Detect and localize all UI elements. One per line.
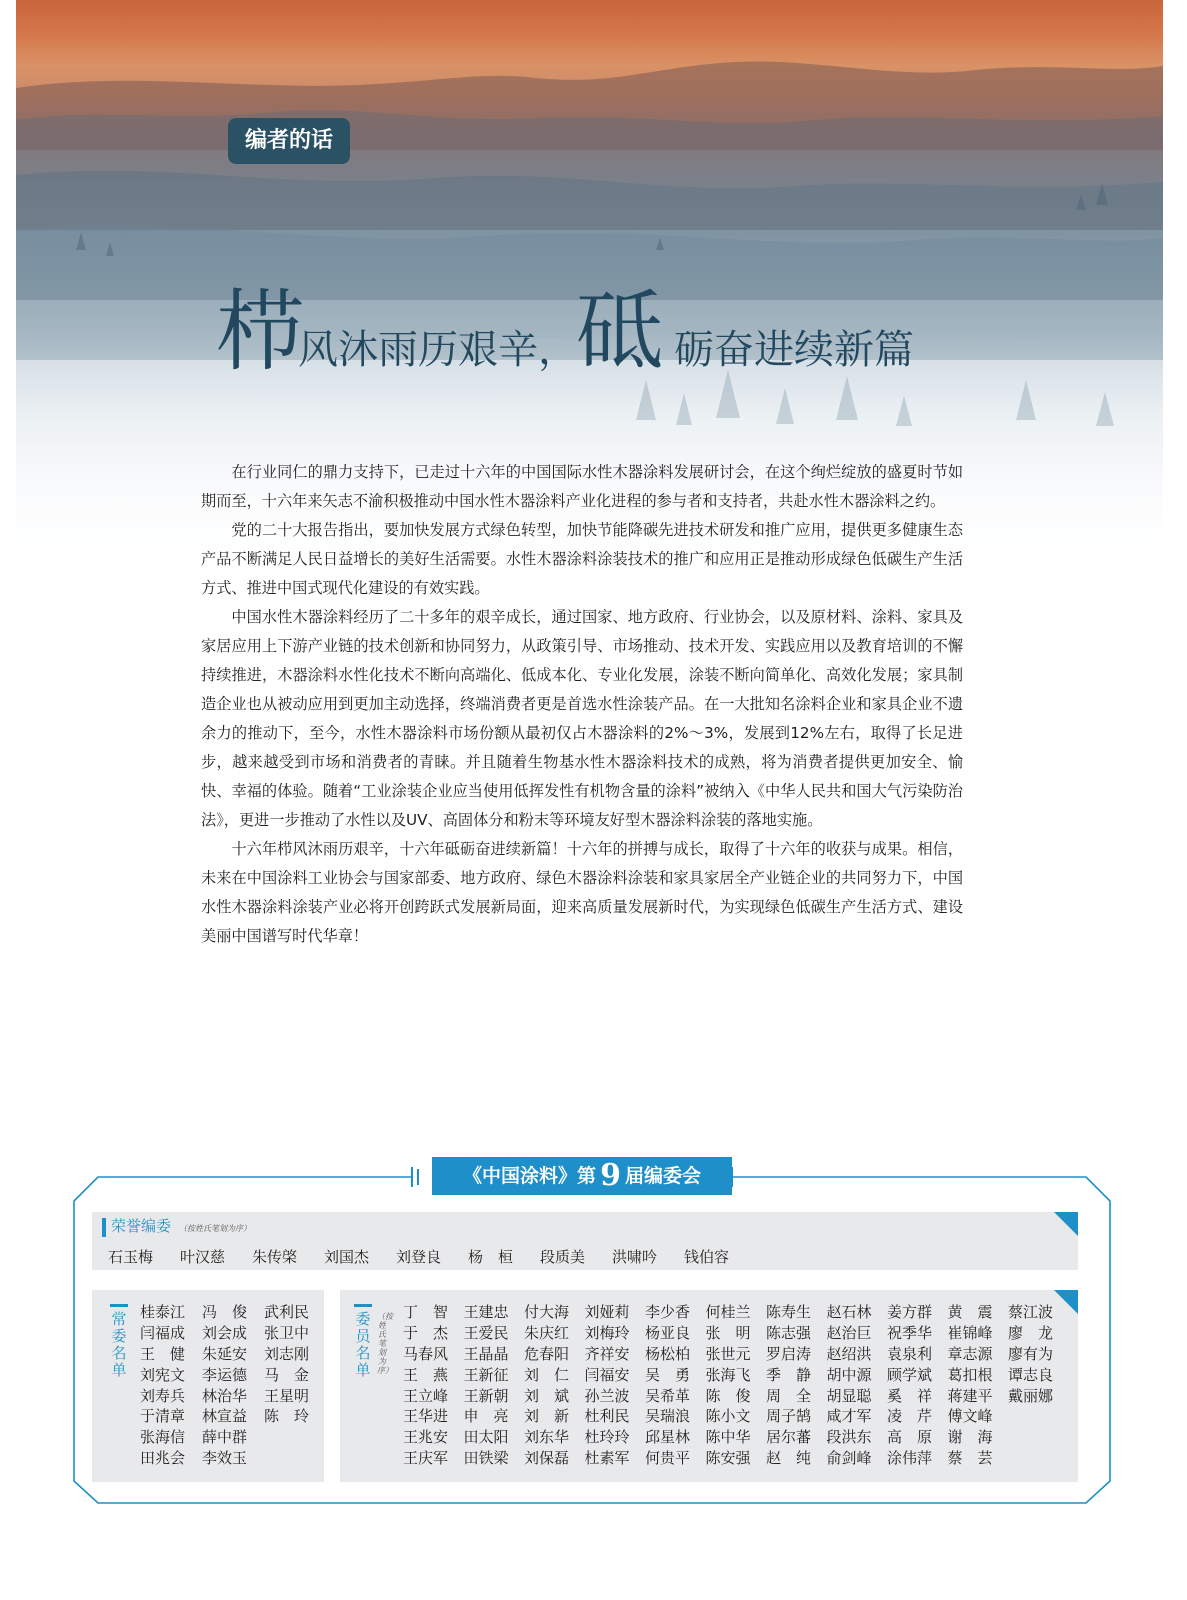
standing-committee-label: 常委名单 bbox=[110, 1304, 128, 1379]
member-name: 王 健 bbox=[140, 1344, 186, 1363]
member-name: 林治华 bbox=[202, 1386, 248, 1405]
member-name: 李少香 bbox=[645, 1303, 691, 1321]
member-name: 王爱民 bbox=[463, 1323, 509, 1342]
member-name: 齐祥安 bbox=[584, 1344, 630, 1363]
member-name: 袁泉利 bbox=[887, 1344, 933, 1363]
member-name: 王晶晶 bbox=[463, 1344, 509, 1363]
member-name: 吴 勇 bbox=[645, 1365, 691, 1384]
member-name: 刘登良 bbox=[396, 1248, 442, 1266]
member-name: 谢 海 bbox=[947, 1428, 993, 1447]
page-title bbox=[216, 282, 976, 402]
member-name: 刘寿兵 bbox=[140, 1386, 186, 1405]
member-name: 闫福安 bbox=[584, 1365, 630, 1384]
member-name: 蔡江波 bbox=[1008, 1303, 1054, 1321]
member-name: 申 亮 bbox=[463, 1407, 509, 1426]
member-name: 田铁梁 bbox=[463, 1449, 509, 1468]
member-name: 李运德 bbox=[202, 1365, 248, 1384]
honorary-editors-panel bbox=[92, 1212, 1078, 1270]
member-name: 张世元 bbox=[705, 1344, 751, 1363]
member-name: 陈志强 bbox=[766, 1323, 812, 1342]
honorary-names-list bbox=[108, 1246, 756, 1267]
member-name: 罗启涛 bbox=[766, 1344, 812, 1363]
member-name: 朱传棨 bbox=[252, 1248, 298, 1266]
member-name: 杨松柏 bbox=[645, 1344, 691, 1363]
member-name: 武利民 bbox=[264, 1303, 310, 1321]
member-name: 朱延安 bbox=[202, 1344, 248, 1363]
member-name: 王 燕 bbox=[403, 1365, 449, 1384]
member-name: 刘 仁 bbox=[524, 1365, 570, 1384]
member-name: 田太阳 bbox=[463, 1428, 509, 1447]
member-name: 周子鹄 bbox=[766, 1407, 812, 1426]
member-name: 杜素军 bbox=[584, 1449, 630, 1468]
member-name: 于清章 bbox=[140, 1407, 186, 1426]
member-name: 黄 震 bbox=[947, 1303, 993, 1321]
member-name: 傅文峰 bbox=[947, 1407, 993, 1426]
member-name: 胡显聪 bbox=[826, 1386, 872, 1405]
member-name: 杜利民 bbox=[584, 1407, 630, 1426]
member-name: 胡中源 bbox=[826, 1365, 872, 1384]
title-big-char-1: 栉 bbox=[216, 280, 305, 383]
member-name: 王星明 bbox=[264, 1386, 310, 1405]
member-name: 葛扣根 bbox=[947, 1365, 993, 1384]
member-name: 钱伯容 bbox=[684, 1248, 730, 1266]
member-name: 咸才军 bbox=[826, 1407, 872, 1426]
member-name: 石玉梅 bbox=[108, 1248, 154, 1266]
member-name: 周 全 bbox=[766, 1386, 812, 1405]
member-name: 奚 祥 bbox=[887, 1386, 933, 1405]
member-name: 赵治巨 bbox=[826, 1323, 872, 1342]
member-name: 刘 斌 bbox=[524, 1386, 570, 1405]
member-name: 丁 智 bbox=[403, 1303, 449, 1321]
paragraph: 十六年栉风沐雨历艰辛，十六年砥砺奋进续新篇！十六年的拼搏与成长，取得了十六年的收获与成果。相信，未来在中国涂料工业协会与国家部委、地方政府、绿色木器涂料涂装和家具家居全产业链企业的共同努力下，中国水性木器涂料涂装产业必将开创跨跃式发展新局面，迎来高质量发展新时代，为实现绿色低碳生产生活方式、建设美丽中国谱写时代华章！ bbox=[201, 840, 963, 945]
member-name: 于 杰 bbox=[403, 1323, 449, 1342]
member-name: 刘会成 bbox=[202, 1323, 248, 1342]
members-label: 委员名单 bbox=[354, 1304, 372, 1379]
member-name: 赵绍洪 bbox=[826, 1344, 872, 1363]
member-name: 张海信 bbox=[140, 1428, 186, 1447]
member-name: 杜玲玲 bbox=[584, 1428, 630, 1447]
member-name: 何桂兰 bbox=[705, 1303, 751, 1321]
member-name: 刘东华 bbox=[524, 1428, 570, 1447]
member-name: 廖有为 bbox=[1008, 1344, 1054, 1363]
member-name: 涂伟萍 bbox=[887, 1449, 933, 1468]
member-name: 付大海 bbox=[524, 1303, 570, 1321]
member-name: 蔡 芸 bbox=[947, 1449, 993, 1468]
member-name: 王新征 bbox=[463, 1365, 509, 1384]
member-name: 章志源 bbox=[947, 1344, 993, 1363]
paragraph: 党的二十大报告指出，要加快发展方式绿色转型，加快节能降碳先进技术研发和推广应用，提供更多健康生态产品不断满足人民日益增长的美好生活需要。水性木器涂料涂装技术的推广和应用正是推动形成绿色低碳生产生活方式、推进中国式现代化建设的有效实践。 bbox=[201, 521, 963, 597]
member-name: 陈 俊 bbox=[705, 1386, 751, 1405]
member-name: 王庆军 bbox=[403, 1449, 449, 1468]
member-name: 马春风 bbox=[403, 1344, 449, 1363]
standing-names-grid bbox=[140, 1302, 326, 1469]
honorary-editors-label bbox=[102, 1218, 251, 1237]
member-name: 马 金 bbox=[264, 1365, 310, 1384]
member-name: 戴丽娜 bbox=[1008, 1386, 1054, 1405]
member-name: 林宣益 bbox=[202, 1407, 248, 1426]
member-name: 洪啸吟 bbox=[612, 1248, 658, 1266]
member-name: 陈小文 bbox=[705, 1407, 751, 1426]
member-name: 杨亚良 bbox=[645, 1323, 691, 1342]
member-name: 桂泰江 bbox=[140, 1303, 186, 1321]
member-name: 刘保磊 bbox=[524, 1449, 570, 1468]
member-name: 段质美 bbox=[540, 1248, 586, 1266]
member-name: 朱庆红 bbox=[524, 1323, 570, 1342]
member-name: 陈中华 bbox=[705, 1428, 751, 1447]
member-name: 赵 纯 bbox=[766, 1449, 812, 1468]
member-name: 何贵平 bbox=[645, 1449, 691, 1468]
member-name: 刘宪文 bbox=[140, 1365, 186, 1384]
member-name: 谭志良 bbox=[1008, 1365, 1054, 1384]
sort-note: （按姓氏笔划为序） bbox=[179, 1224, 252, 1233]
member-name: 杨 桓 bbox=[468, 1248, 514, 1266]
board-title-prefix: 《中国涂料》第 bbox=[463, 1165, 597, 1187]
member-name: 陈寿生 bbox=[766, 1303, 812, 1321]
member-name: 赵石林 bbox=[826, 1303, 872, 1321]
section-tag: 编者的话 bbox=[228, 118, 350, 164]
member-name: 王华进 bbox=[403, 1407, 449, 1426]
member-name: 吴希革 bbox=[645, 1386, 691, 1405]
corner-marker bbox=[1054, 1212, 1078, 1236]
member-name: 田兆会 bbox=[140, 1449, 186, 1468]
member-name: 段洪东 bbox=[826, 1428, 872, 1447]
member-name: 邱星林 bbox=[645, 1428, 691, 1447]
member-name: 王建忠 bbox=[463, 1303, 509, 1321]
standing-committee-panel bbox=[92, 1290, 324, 1482]
title-big-char-2: 砥 bbox=[576, 280, 665, 383]
member-name: 俞剑峰 bbox=[826, 1449, 872, 1468]
member-name: 孙兰波 bbox=[584, 1386, 630, 1405]
board-title bbox=[432, 1157, 732, 1195]
member-name: 凌 芹 bbox=[887, 1407, 933, 1426]
member-name: 王立峰 bbox=[403, 1386, 449, 1405]
member-name: 陈安强 bbox=[705, 1449, 751, 1468]
member-name: 冯 俊 bbox=[202, 1303, 248, 1321]
member-name: 顾学斌 bbox=[887, 1365, 933, 1384]
member-name: 刘 新 bbox=[524, 1407, 570, 1426]
member-name: 张 明 bbox=[705, 1323, 751, 1342]
member-name: 张卫中 bbox=[264, 1323, 310, 1342]
member-name: 陈 玲 bbox=[264, 1407, 310, 1426]
member-name: 居尔蕃 bbox=[766, 1428, 812, 1447]
paragraph: 在行业同仁的鼎力支持下，已走过十六年的中国国际水性木器涂料发展研讨会，在这个绚烂绽放的盛夏时节如期而至，十六年来矢志不渝积极推动中国水性木器涂料产业化进程的参与者和支持者，共赴水性木器涂料之约。 bbox=[201, 463, 963, 510]
members-sort-note: （按姓氏笔划为序） bbox=[377, 1312, 393, 1375]
member-name: 高 原 bbox=[887, 1428, 933, 1447]
member-name: 刘志刚 bbox=[264, 1344, 310, 1363]
members-names-grid bbox=[403, 1302, 1069, 1469]
paragraph: 中国水性木器涂料经历了二十多年的艰辛成长，通过国家、地方政府、行业协会，以及原材料、涂料、家具及家居应用上下游产业链的技术创新和协同努力，从政策引导、市场推动、技术开发、实践应用以及教育培训的不懈持续推进，木器涂料水性化技术不断向高端化、低成本化、专业化发展，涂装不断向简单化、高效化发展；家具制造企业也从被动应用到更加主动选择，终端消费者更是首选水性涂装产品。在一大批知名涂料企业和家具企业不遗余力的推动下，至今，水性木器涂料市场份额从最初仅占木器涂料的2%～3%，发展到12%左右，取得了长足进步，越来越受到市场和消费者的青睐。并且随着生物基水性木器涂料技术的成熟，将为消费者提供更加安全、愉快、幸福的体验。随着“工业涂装企业应当使用低挥发性有机物含量的涂料”被纳入《中华人民共和国大气污染防治法》，更进一步推动了水性以及UV、高固体分和粉末等环境友好型木器涂料涂装的落地实施。 bbox=[201, 608, 963, 829]
member-name: 姜方群 bbox=[887, 1303, 933, 1321]
member-name: 王新朝 bbox=[463, 1386, 509, 1405]
board-title-suffix: 届编委会 bbox=[624, 1165, 701, 1187]
member-name: 叶汉慈 bbox=[180, 1248, 226, 1266]
member-name: 危春阳 bbox=[524, 1344, 570, 1363]
editorial-article bbox=[201, 458, 963, 951]
member-name: 闫福成 bbox=[140, 1323, 186, 1342]
member-name: 王兆安 bbox=[403, 1428, 449, 1447]
member-name: 刘娅莉 bbox=[584, 1303, 630, 1321]
title-part-2: 砺奋进续新篇 bbox=[674, 327, 914, 373]
member-name: 崔锦峰 bbox=[947, 1323, 993, 1342]
member-name: 廖 龙 bbox=[1008, 1323, 1054, 1342]
board-edition-number: 9 bbox=[600, 1158, 621, 1193]
title-part-1: 风沐雨历艰辛， bbox=[298, 327, 578, 373]
member-name: 祝季华 bbox=[887, 1323, 933, 1342]
member-name: 刘梅玲 bbox=[584, 1323, 630, 1342]
member-name: 季 静 bbox=[766, 1365, 812, 1384]
member-name: 张海飞 bbox=[705, 1365, 751, 1384]
honorary-label-text: 荣誉编委 bbox=[111, 1217, 172, 1235]
member-name: 吴瑞浪 bbox=[645, 1407, 691, 1426]
member-name: 蒋建平 bbox=[947, 1386, 993, 1405]
committee-members-panel bbox=[340, 1290, 1078, 1482]
member-name: 薛中群 bbox=[202, 1428, 248, 1447]
member-name: 李效玉 bbox=[202, 1449, 248, 1468]
member-name: 刘国杰 bbox=[324, 1248, 370, 1266]
